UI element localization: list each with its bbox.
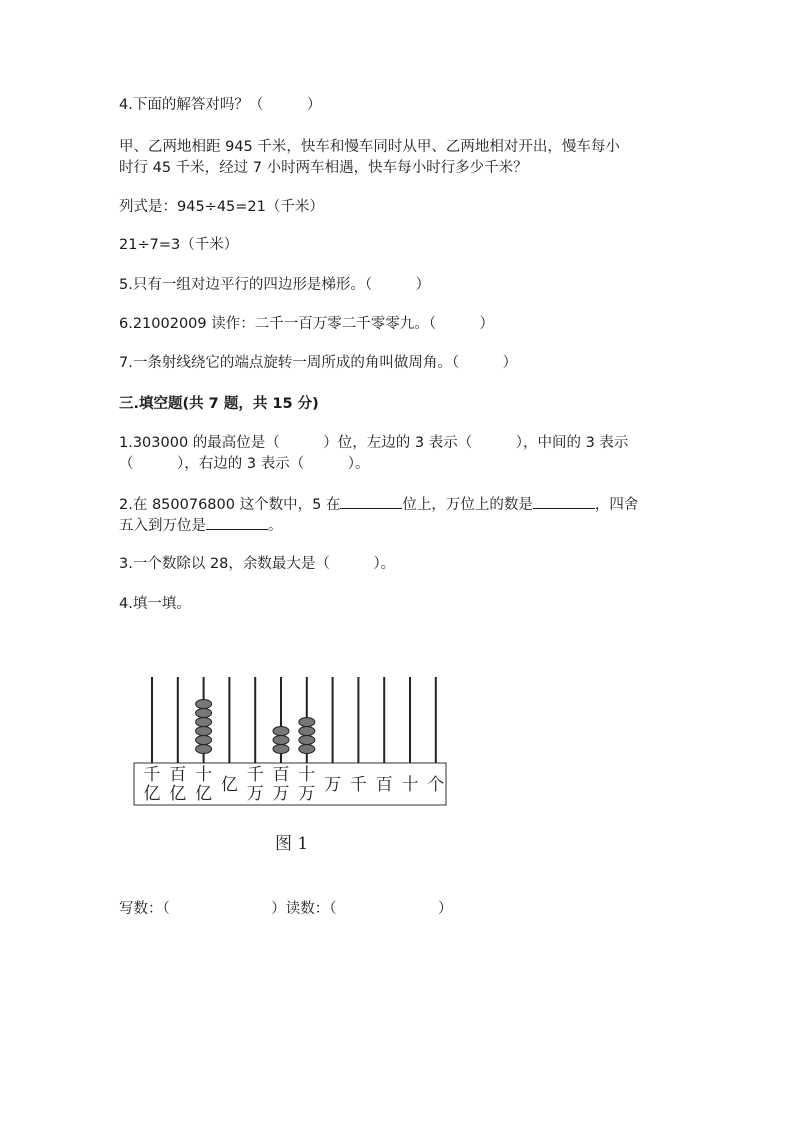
abacus-place-label: 百 xyxy=(169,765,187,785)
fill-q2-line2-part-b: 。 xyxy=(268,518,283,534)
fill-q4: 4.填一填。 xyxy=(119,596,191,612)
abacus-place-label: 百 xyxy=(272,765,290,785)
abacus-drawing xyxy=(119,665,459,810)
fill-q2-part-b: 位上，万位上的数是 xyxy=(402,497,533,513)
abacus-place-label: 亿 xyxy=(220,775,238,795)
abacus-place-label: 万 xyxy=(324,775,342,795)
question-6: 6.21002009 读作：二千一百万零二千零零九。（ ） xyxy=(119,316,494,332)
question-7: 7.一条射线绕它的端点旋转一周所成的角叫做周角。（ ） xyxy=(119,355,518,371)
answer-blank-2[interactable] xyxy=(533,494,595,509)
abacus-bead xyxy=(299,718,315,727)
abacus-place-label: 个 xyxy=(427,775,445,795)
abacus-place-label: 万 xyxy=(272,784,290,804)
abacus-place-label: 十 xyxy=(298,765,316,785)
question-4-header: 4.下面的解答对吗？（ ） xyxy=(119,97,322,113)
abacus-bead xyxy=(196,736,212,745)
abacus-place-label: 百 xyxy=(375,775,393,795)
question-4-body-line1: 甲、乙两地相距 945 千米，快车和慢车同时从甲、乙两地相对开出，慢车每小 xyxy=(119,139,620,155)
abacus-bead xyxy=(273,727,289,736)
fill-q3: 3.一个数除以 28，余数最大是（ ）。 xyxy=(119,556,396,572)
question-5: 5.只有一组对边平行的四边形是梯形。（ ） xyxy=(119,277,431,293)
question-4-body-line2: 时行 45 千米，经过 7 小时两车相遇，快车每小时行多少千米？ xyxy=(119,160,528,176)
figure-caption: 图 1 xyxy=(275,834,309,854)
abacus-place-label: 十 xyxy=(401,775,419,795)
fill-q2-part-a: 2.在 850076800 这个数中，5 在 xyxy=(119,497,341,513)
question-4-formula-1: 列式是：945÷45=21（千米） xyxy=(119,199,324,215)
section-3-title: 三.填空题(共 7 题，共 15 分) xyxy=(119,396,319,412)
abacus-bead xyxy=(196,727,212,736)
fill-q2-line2 xyxy=(119,515,679,536)
abacus-bead xyxy=(299,736,315,745)
fill-q2-line1 xyxy=(119,494,679,515)
abacus-bead xyxy=(273,736,289,745)
fill-q2-part-c: ，四舍 xyxy=(594,497,639,513)
abacus-place-label: 亿 xyxy=(169,784,187,804)
abacus-place-label: 亿 xyxy=(195,784,213,804)
abacus-bead xyxy=(196,745,212,754)
abacus-place-label: 千 xyxy=(246,765,264,785)
abacus-bead xyxy=(299,745,315,754)
abacus-bead xyxy=(196,709,212,718)
abacus-place-label: 万 xyxy=(298,784,316,804)
abacus-place-label: 千 xyxy=(143,765,161,785)
fill-q2-line2-part-a: 五入到万位是 xyxy=(119,518,206,534)
abacus-place-label: 千 xyxy=(349,775,367,795)
answer-blank-1[interactable] xyxy=(340,494,402,509)
fill-q1-line1: 1.303000 的最高位是（ ）位，左边的 3 表示（ ），中间的 3 表示 xyxy=(119,435,629,451)
abacus-place-label: 十 xyxy=(195,765,213,785)
abacus-bead xyxy=(196,700,212,709)
abacus-place-label: 亿 xyxy=(143,784,161,804)
answer-line: 写数：（ ）读数：（ ） xyxy=(119,901,453,917)
abacus-place-label: 万 xyxy=(246,784,264,804)
abacus-bead xyxy=(273,745,289,754)
question-4-formula-2: 21÷7=3（千米） xyxy=(119,237,239,253)
answer-blank-3[interactable] xyxy=(206,515,268,530)
fill-q1-line2: （ ），右边的 3 表示（ ）。 xyxy=(119,456,370,472)
abacus-bead xyxy=(299,727,315,736)
abacus-bead xyxy=(196,718,212,727)
